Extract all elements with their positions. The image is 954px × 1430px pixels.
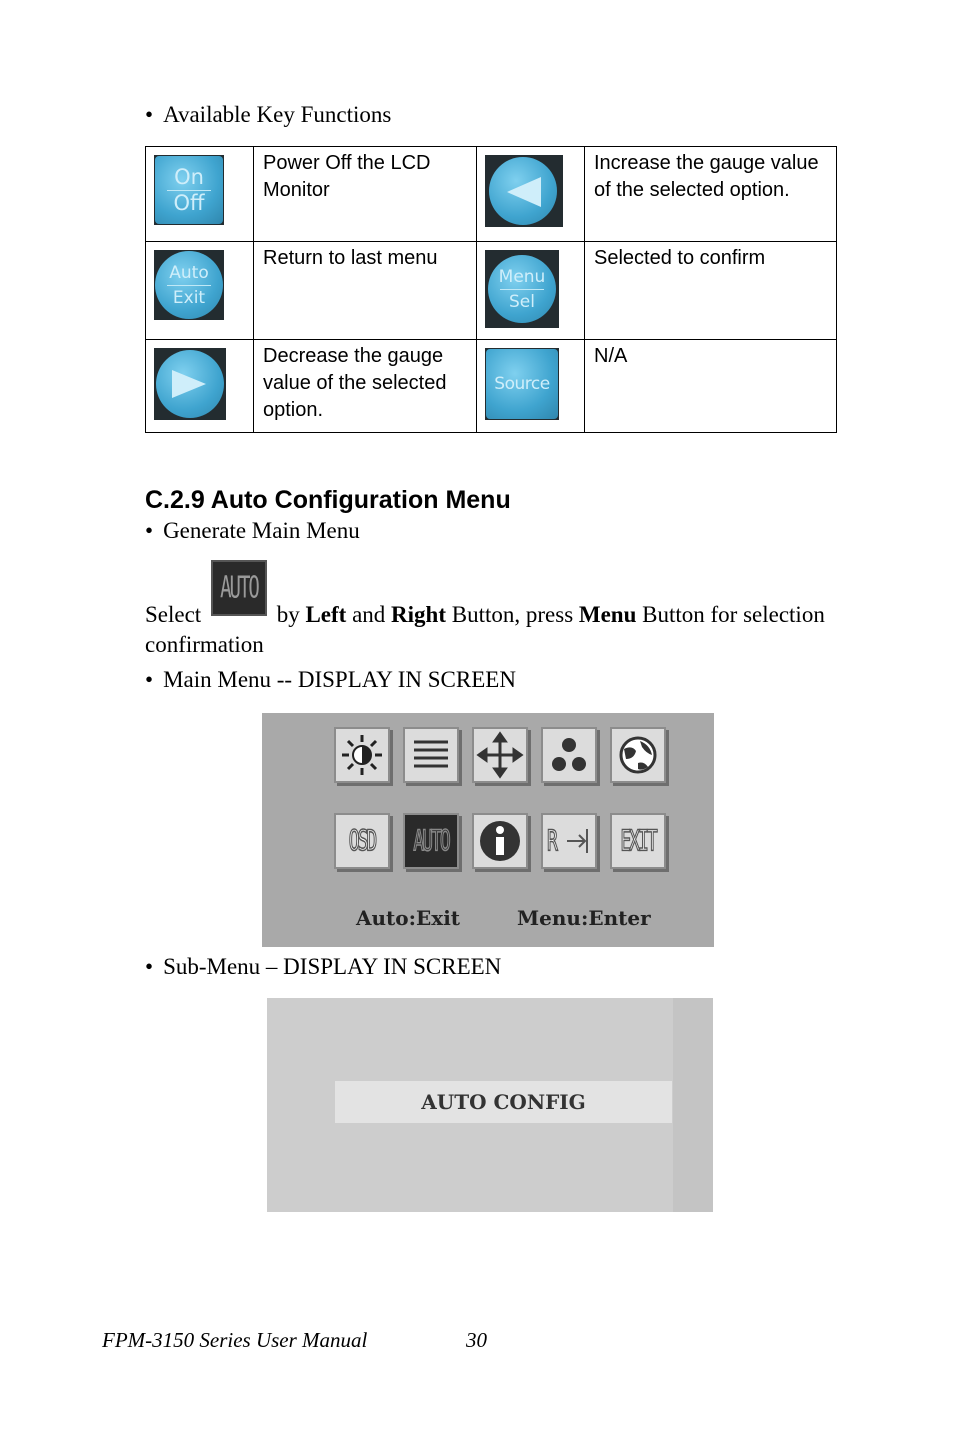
right-arrow-key-icon [154, 348, 226, 420]
key-functions-bullet: • Available Key Functions [145, 102, 392, 127]
footer-manual-title: FPM-3150 Series User Manual [102, 1328, 368, 1352]
color-dots-icon[interactable] [541, 727, 597, 783]
sub-menu-heading: Sub-Menu – DISPLAY IN SCREEN [163, 954, 502, 979]
auto-exit-key-icon: Auto Exit [154, 250, 224, 320]
exit-icon[interactable]: EXIT [610, 813, 666, 869]
section-title: C.2.9 Auto Configuration Menu [145, 486, 511, 514]
brightness-icon[interactable] [334, 727, 390, 783]
generate-bullet: • Generate Main Menu [145, 518, 360, 543]
footer-page-number: 30 [466, 1328, 487, 1352]
table-cell-icon [477, 242, 585, 340]
lines-icon[interactable] [403, 727, 459, 783]
auto-icon[interactable]: AUTO [403, 813, 459, 869]
table-row [146, 242, 837, 340]
menu-sel-key-icon: Menu Sel [485, 250, 559, 328]
main-menu-screen [262, 713, 714, 947]
table-cell-icon [477, 147, 585, 242]
key-description: Selected to confirm [585, 242, 837, 340]
move-arrows-icon[interactable] [472, 727, 528, 783]
table-row [146, 340, 837, 433]
recall-icon[interactable]: R [541, 813, 597, 869]
info-icon[interactable] [472, 813, 528, 869]
table-cell-icon [146, 147, 254, 242]
key-functions-table [145, 146, 837, 433]
auto-config-item[interactable]: AUTO CONFIG [335, 1081, 672, 1123]
table-cell-icon [146, 242, 254, 340]
key-description: Return to last menu [254, 242, 477, 340]
osd-icon[interactable]: OSD [334, 813, 390, 869]
menu-footer-menu-enter: Menu:Enter [517, 906, 651, 930]
sub-menu-strip [673, 998, 713, 1212]
instruction-paragraph: Select AUTO by Left and Right Button, press Menu Button for selection confirmation [145, 600, 855, 660]
table-cell-icon [477, 340, 585, 433]
main-menu-heading: Main Menu -- DISPLAY IN SCREEN [163, 667, 516, 692]
key-description: Power Off the LCD Monitor [254, 147, 477, 242]
on-off-key-icon: On Off [154, 155, 224, 225]
table-cell-icon [146, 340, 254, 433]
key-description: Increase the gauge value of the selected option. [585, 147, 837, 242]
generate-heading: Generate Main Menu [163, 518, 360, 543]
left-arrow-key-icon [485, 155, 563, 227]
main-menu-bullet: • Main Menu -- DISPLAY IN SCREEN [145, 667, 516, 692]
source-key-icon: Source [485, 348, 559, 420]
globe-icon[interactable] [610, 727, 666, 783]
key-description: Decrease the gauge value of the selected option. [254, 340, 477, 433]
auto-icon: AUTO [211, 560, 267, 616]
sub-menu-screen [267, 998, 713, 1212]
key-description: N/A [585, 340, 837, 433]
sub-menu-bullet: • Sub-Menu – DISPLAY IN SCREEN [145, 954, 502, 979]
key-functions-heading: Available Key Functions [163, 102, 392, 127]
menu-footer-auto-exit: Auto:Exit [356, 906, 461, 930]
table-row [146, 147, 837, 242]
